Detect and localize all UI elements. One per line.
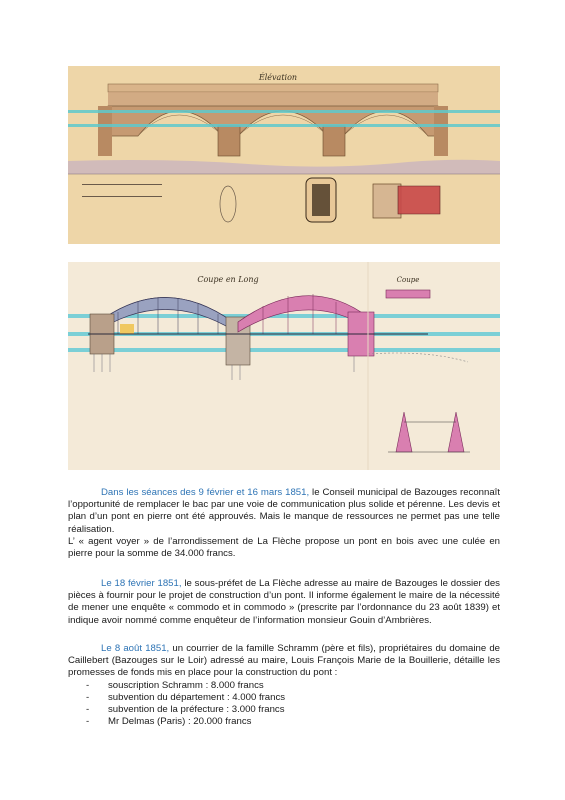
section-inset-title: Coupe [396,276,420,284]
paragraph-text: L’ « agent voyer » de l’arrondissement de La Flèche propose un pont en bois avec une culée en pierre pour la somme de 34.000 francs. [68,535,500,560]
paragraph-body: le Conseil municipal de Bazouges reconnaît l’opportunité de remplacer le bac par une voie de communication plus solide et pérenne. Les devis et plan d’un pont en pierre ont été approuvés. Mais le manque de ressources ne permet pas une telle réalisation. [68,487,500,535]
paragraph-text [68,578,500,627]
paragraph-text [68,487,500,536]
list-item [68,692,500,704]
list-item [68,680,500,692]
list-item-text: subvention du département : 4.000 francs [108,691,286,703]
list-item-text: Mr Delmas (Paris) : 20.000 francs [108,716,252,728]
funding-list [68,680,500,729]
list-item-text: souscription Schramm : 8.000 francs [108,679,264,691]
date-highlight: Dans les séances des 9 février et 16 mars 1851, [101,487,310,498]
list-bullet: - [86,679,90,691]
list-item [68,704,500,716]
date-highlight: Le 18 février 1851, [101,578,182,589]
list-item [68,716,500,728]
list-bullet: - [86,704,90,716]
paragraph-conseil-municipal [68,487,500,560]
paragraph-body: un courrier de la famille Schramm (père et fils), propriétaires du domaine de Caillebert (Bazouges sur le Loir) adressé au maire, Louis François Marie de la Bouillerie, détaille les promesses de fonds mis en place pour la construction du pont : [68,643,501,679]
paragraph-body: le sous-préfet de La Flèche adresse au maire de Bazouges le dossier des pièces à fournir pour le projet de construction d’un pont. Il informe également le maire de la nécessité de mener une enquête « commodo et in commodo » (prescrite par l’ordonnance du 23 août 1839) et indique avoir nommé comme enquêteur de l’information monsieur Gouin d’Ambrières. [68,578,500,626]
list-bullet: - [86,691,90,703]
elevation-title: Élévation [258,73,298,82]
list-item-text: subvention de la préfecture : 3.000 francs [108,704,285,716]
paragraph-text [68,643,500,680]
section-title: Coupe en Long [197,275,259,284]
paragraph-sous-prefet [68,578,500,627]
date-highlight: Le 8 août 1851, [101,643,170,654]
bridge-elevation-drawing [68,66,500,244]
list-bullet: - [86,716,90,728]
bridge-section-drawing [68,262,500,470]
paragraph-schramm [68,643,500,728]
